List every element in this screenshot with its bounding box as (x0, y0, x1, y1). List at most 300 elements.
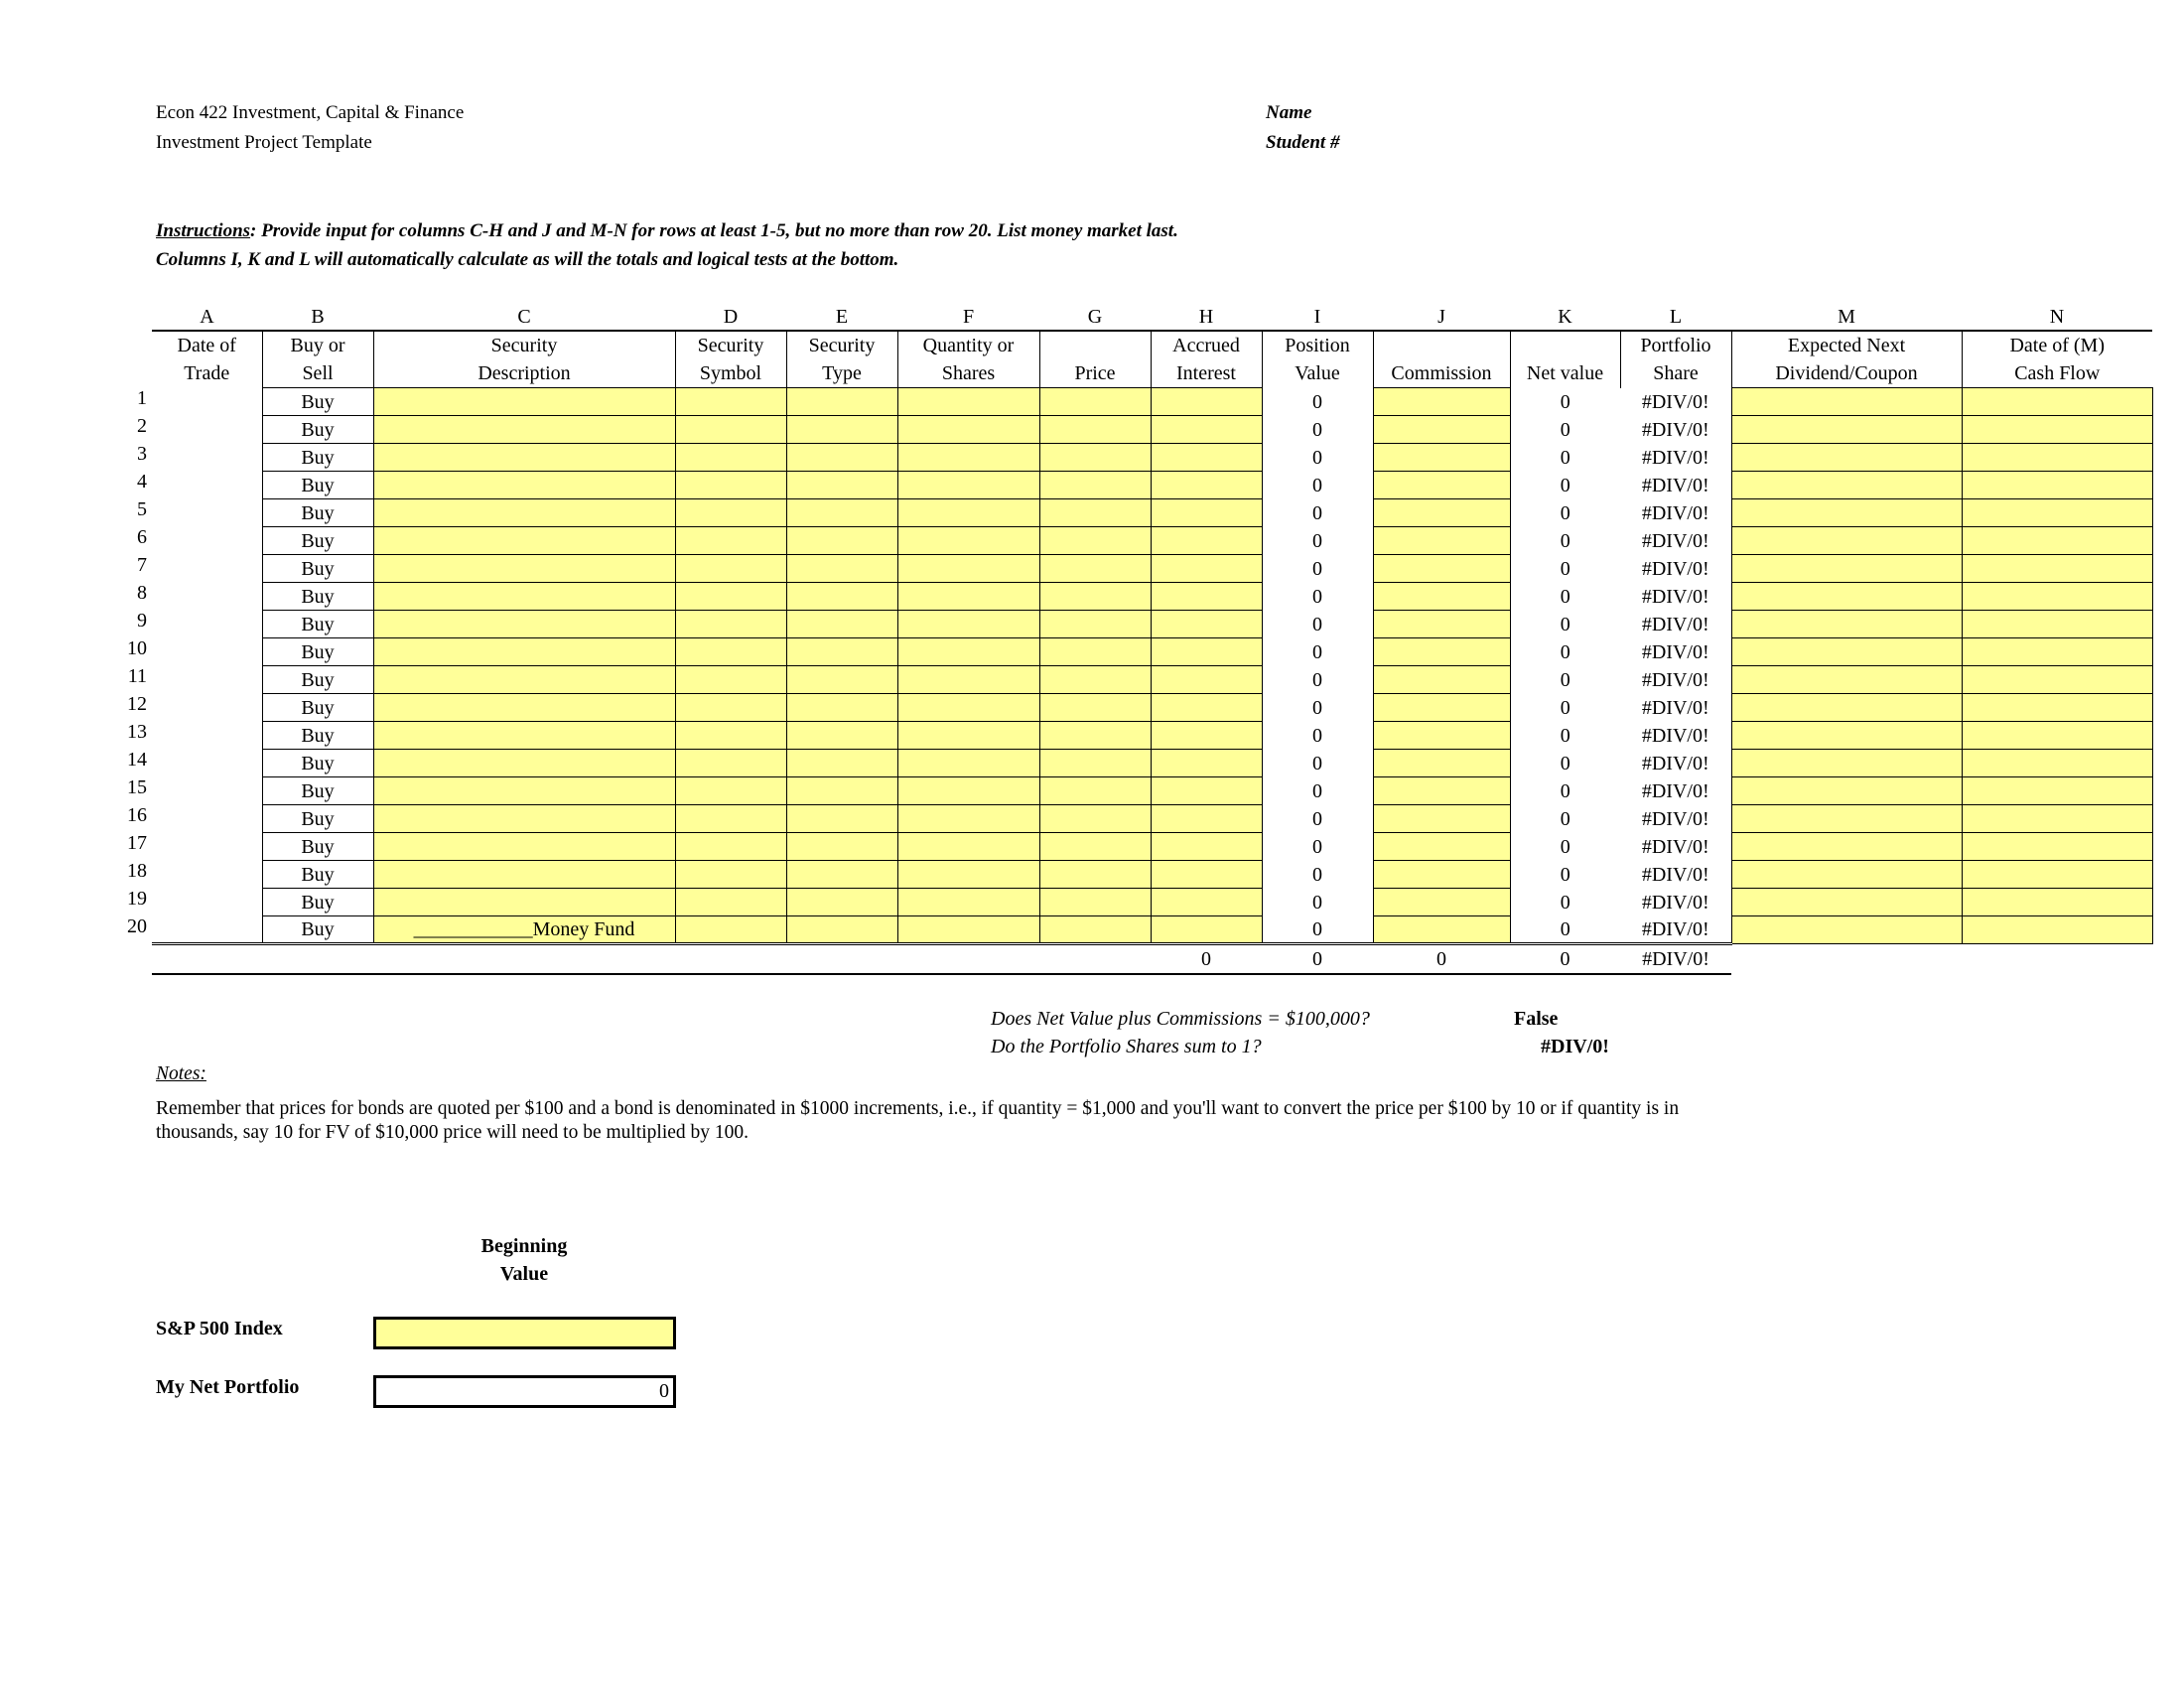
description-cell[interactable] (373, 638, 675, 666)
date-cell[interactable] (152, 472, 262, 499)
commission-cell[interactable] (1373, 416, 1510, 444)
row-number: 5 (137, 498, 147, 520)
description-cell[interactable] (373, 583, 675, 611)
symbol-cell[interactable] (675, 499, 786, 527)
dividend-cell[interactable] (1731, 472, 1962, 499)
quantity-cell[interactable] (897, 694, 1039, 722)
description-cell[interactable]: ____________Money Fund (373, 916, 675, 944)
table-row (152, 444, 2152, 472)
symbol-cell[interactable] (675, 527, 786, 555)
column-letter: F (962, 306, 975, 328)
buy-sell-cell[interactable]: Buy (262, 499, 373, 527)
date-cell[interactable] (152, 583, 262, 611)
buy-sell-cell[interactable]: Buy (262, 388, 373, 416)
quantity-cell[interactable] (897, 750, 1039, 777)
buy-sell-cell[interactable]: Buy (262, 777, 373, 805)
test-answer-2: #DIV/0! (1541, 1036, 1609, 1057)
quantity-cell[interactable] (897, 666, 1039, 694)
interest-cell[interactable] (1151, 444, 1262, 472)
symbol-cell[interactable] (675, 916, 786, 944)
interest-cell[interactable] (1151, 833, 1262, 861)
dividend-cell[interactable] (1731, 666, 1962, 694)
buy-sell-cell[interactable]: Buy (262, 583, 373, 611)
interest-cell[interactable] (1151, 583, 1262, 611)
quantity-cell[interactable] (897, 611, 1039, 638)
type-cell[interactable] (786, 472, 897, 499)
cashflow-date-cell[interactable] (1962, 777, 2152, 805)
symbol-cell[interactable] (675, 805, 786, 833)
cashflow-date-cell[interactable] (1962, 722, 2152, 750)
description-cell[interactable] (373, 611, 675, 638)
type-cell[interactable] (786, 833, 897, 861)
buy-sell-cell[interactable]: Buy (262, 666, 373, 694)
price-cell[interactable] (1039, 666, 1151, 694)
interest-cell[interactable] (1151, 694, 1262, 722)
buy-sell-cell[interactable]: Buy (262, 722, 373, 750)
date-cell[interactable] (152, 805, 262, 833)
interest-cell[interactable] (1151, 472, 1262, 499)
symbol-cell[interactable] (675, 722, 786, 750)
date-cell[interactable] (152, 889, 262, 916)
cashflow-date-cell[interactable] (1962, 666, 2152, 694)
quantity-cell[interactable] (897, 777, 1039, 805)
date-cell[interactable] (152, 694, 262, 722)
commission-cell[interactable] (1373, 750, 1510, 777)
dividend-cell[interactable] (1731, 861, 1962, 889)
position-value-cell: 0 (1312, 863, 1322, 886)
type-cell[interactable] (786, 861, 897, 889)
interest-cell[interactable] (1151, 750, 1262, 777)
date-cell[interactable] (152, 666, 262, 694)
price-cell[interactable] (1039, 833, 1151, 861)
portfolio-share-cell: #DIV/0! (1641, 585, 1709, 608)
type-cell[interactable] (786, 416, 897, 444)
quantity-cell[interactable] (897, 583, 1039, 611)
date-cell[interactable] (152, 416, 262, 444)
cashflow-date-cell[interactable] (1962, 416, 2152, 444)
cashflow-date-cell[interactable] (1962, 388, 2152, 416)
date-cell[interactable] (152, 638, 262, 666)
type-cell[interactable] (786, 638, 897, 666)
column-header-row-1 (152, 331, 2152, 359)
dividend-cell[interactable] (1731, 916, 1962, 944)
cashflow-date-cell[interactable] (1962, 889, 2152, 916)
price-cell[interactable] (1039, 472, 1151, 499)
interest-cell[interactable] (1151, 416, 1262, 444)
symbol-cell[interactable] (675, 861, 786, 889)
cashflow-date-cell[interactable] (1962, 805, 2152, 833)
type-cell[interactable] (786, 499, 897, 527)
dividend-cell[interactable] (1731, 499, 1962, 527)
dividend-cell[interactable] (1731, 805, 1962, 833)
interest-cell[interactable] (1151, 388, 1262, 416)
symbol-cell[interactable] (675, 472, 786, 499)
column-header: Cash Flow (1962, 359, 2152, 388)
cashflow-date-cell[interactable] (1962, 499, 2152, 527)
cashflow-date-cell[interactable] (1962, 638, 2152, 666)
net-value-cell: 0 (1510, 611, 1620, 638)
row-number: 8 (137, 582, 147, 604)
price-cell[interactable] (1039, 555, 1151, 583)
net-value-cell: 0 (1510, 916, 1620, 944)
totals-blank (786, 944, 897, 975)
column-header (1039, 331, 1151, 359)
price-cell[interactable] (1039, 861, 1151, 889)
interest-cell[interactable] (1151, 722, 1262, 750)
symbol-cell[interactable] (675, 638, 786, 666)
quantity-cell[interactable] (897, 861, 1039, 889)
commission-cell[interactable] (1373, 555, 1510, 583)
column-letter: L (1669, 306, 1683, 328)
position-value-cell: 0 (1312, 585, 1322, 608)
position-value-cell: 0 (1312, 779, 1322, 802)
table-row (152, 722, 2152, 750)
column-header: Interest (1151, 359, 1262, 388)
commission-cell[interactable] (1373, 694, 1510, 722)
type-cell[interactable] (786, 527, 897, 555)
price-cell[interactable] (1039, 889, 1151, 916)
price-cell[interactable] (1039, 527, 1151, 555)
price-cell[interactable] (1039, 750, 1151, 777)
cashflow-date-cell[interactable] (1962, 527, 2152, 555)
symbol-cell[interactable] (675, 583, 786, 611)
net-value-cell: 0 (1510, 472, 1620, 499)
type-cell[interactable] (786, 916, 897, 944)
portfolio-share-cell: #DIV/0! (1641, 446, 1709, 469)
buy-sell-cell[interactable]: Buy (262, 805, 373, 833)
table-row (152, 833, 2152, 861)
column-letter: I (1313, 306, 1321, 328)
description-cell[interactable] (373, 722, 675, 750)
quantity-cell[interactable] (897, 527, 1039, 555)
interest-cell[interactable] (1151, 861, 1262, 889)
type-cell[interactable] (786, 805, 897, 833)
column-header: Description (373, 359, 675, 388)
interest-cell[interactable] (1151, 638, 1262, 666)
commission-cell[interactable] (1373, 889, 1510, 916)
cashflow-date-cell[interactable] (1962, 833, 2152, 861)
totals-blank (1962, 944, 2152, 975)
quantity-cell[interactable] (897, 833, 1039, 861)
commission-cell[interactable] (1373, 638, 1510, 666)
price-cell[interactable] (1039, 722, 1151, 750)
price-cell[interactable] (1039, 777, 1151, 805)
interest-cell[interactable] (1151, 666, 1262, 694)
buy-sell-cell[interactable]: Buy (262, 611, 373, 638)
sp500-value-input[interactable] (373, 1317, 676, 1349)
date-cell[interactable] (152, 444, 262, 472)
portfolio-share-cell: #DIV/0! (1620, 916, 1731, 944)
date-cell[interactable] (152, 833, 262, 861)
commission-cell[interactable] (1373, 611, 1510, 638)
cashflow-date-cell[interactable] (1962, 861, 2152, 889)
dividend-cell[interactable] (1731, 833, 1962, 861)
dividend-cell[interactable] (1731, 694, 1962, 722)
interest-cell[interactable] (1151, 527, 1262, 555)
table-row (152, 527, 2152, 555)
portfolio-share-cell: #DIV/0! (1641, 807, 1709, 830)
price-cell[interactable] (1039, 499, 1151, 527)
net-portfolio-value: 0 (373, 1375, 676, 1408)
buy-sell-cell[interactable]: Buy (262, 555, 373, 583)
price-cell[interactable] (1039, 388, 1151, 416)
description-cell[interactable] (373, 499, 675, 527)
position-value-cell: 0 (1312, 835, 1322, 858)
net-value-cell: 0 (1510, 777, 1620, 805)
cashflow-date-cell[interactable] (1962, 472, 2152, 499)
net-value-cell: 0 (1510, 889, 1620, 916)
description-cell[interactable] (373, 861, 675, 889)
commission-cell[interactable] (1373, 472, 1510, 499)
price-cell[interactable] (1039, 694, 1151, 722)
column-letter: H (1198, 306, 1214, 328)
cashflow-date-cell[interactable] (1962, 750, 2152, 777)
column-header: Security (675, 331, 786, 359)
commission-cell[interactable] (1373, 388, 1510, 416)
commission-cell[interactable] (1373, 444, 1510, 472)
interest-cell[interactable] (1151, 916, 1262, 944)
dividend-cell[interactable] (1731, 722, 1962, 750)
description-cell[interactable] (373, 833, 675, 861)
buy-sell-cell[interactable]: Buy (262, 750, 373, 777)
column-letter: J (1437, 306, 1445, 328)
price-cell[interactable] (1039, 611, 1151, 638)
portfolio-share-cell: #DIV/0! (1641, 501, 1709, 524)
column-header: Date of (M) (1962, 331, 2152, 359)
dividend-cell[interactable] (1731, 527, 1962, 555)
column-header (1510, 331, 1620, 359)
description-cell[interactable] (373, 694, 675, 722)
row-number: 16 (127, 804, 147, 826)
description-cell[interactable] (373, 889, 675, 916)
commission-cell[interactable] (1373, 916, 1510, 944)
buy-sell-cell[interactable]: Buy (262, 444, 373, 472)
commission-cell[interactable] (1373, 666, 1510, 694)
column-letter: B (311, 306, 325, 328)
dividend-cell[interactable] (1731, 611, 1962, 638)
description-cell[interactable] (373, 444, 675, 472)
symbol-cell[interactable] (675, 555, 786, 583)
description-cell[interactable] (373, 416, 675, 444)
table-row (152, 583, 2152, 611)
quantity-cell[interactable] (897, 472, 1039, 499)
type-cell[interactable] (786, 889, 897, 916)
position-value-cell: 0 (1312, 668, 1322, 691)
commission-cell[interactable] (1373, 527, 1510, 555)
symbol-cell[interactable] (675, 666, 786, 694)
quantity-cell[interactable] (897, 444, 1039, 472)
date-cell[interactable] (152, 555, 262, 583)
net-value-cell: 0 (1510, 555, 1620, 583)
buy-sell-cell[interactable]: Buy (262, 889, 373, 916)
type-cell[interactable] (786, 555, 897, 583)
cashflow-date-cell[interactable] (1962, 555, 2152, 583)
quantity-cell[interactable] (897, 638, 1039, 666)
column-letter: K (1558, 306, 1572, 328)
totals-blank (373, 944, 675, 975)
table-row (152, 555, 2152, 583)
description-cell[interactable] (373, 472, 675, 499)
buy-sell-cell[interactable]: Buy (262, 638, 373, 666)
commission-cell[interactable] (1373, 583, 1510, 611)
commission-cell[interactable] (1373, 777, 1510, 805)
date-cell[interactable] (152, 527, 262, 555)
symbol-cell[interactable] (675, 611, 786, 638)
column-letter: M (1838, 306, 1855, 328)
row-number: 20 (127, 915, 147, 937)
description-cell[interactable] (373, 777, 675, 805)
net-value-cell: 0 (1510, 388, 1620, 416)
column-header: Accrued (1151, 331, 1262, 359)
type-cell[interactable] (786, 777, 897, 805)
column-header: Sell (262, 359, 373, 388)
table-row (152, 472, 2152, 499)
interest-cell[interactable] (1151, 889, 1262, 916)
symbol-cell[interactable] (675, 889, 786, 916)
date-cell[interactable] (152, 388, 262, 416)
commission-cell[interactable] (1373, 861, 1510, 889)
price-cell[interactable] (1039, 916, 1151, 944)
price-cell[interactable] (1039, 444, 1151, 472)
column-header: Net value (1510, 359, 1620, 388)
date-cell[interactable] (152, 861, 262, 889)
description-cell[interactable] (373, 527, 675, 555)
commission-cell[interactable] (1373, 722, 1510, 750)
net-value-cell: 0 (1510, 833, 1620, 861)
dividend-cell[interactable] (1731, 416, 1962, 444)
date-cell[interactable] (152, 722, 262, 750)
position-value-cell: 0 (1312, 390, 1322, 413)
description-cell[interactable] (373, 555, 675, 583)
type-cell[interactable] (786, 583, 897, 611)
description-cell[interactable] (373, 805, 675, 833)
table-row (152, 666, 2152, 694)
price-cell[interactable] (1039, 583, 1151, 611)
commission-cell[interactable] (1373, 833, 1510, 861)
column-header: Type (786, 359, 897, 388)
buy-sell-cell[interactable]: Buy (262, 861, 373, 889)
position-value-cell: 0 (1312, 696, 1322, 719)
cashflow-date-cell[interactable] (1962, 583, 2152, 611)
type-cell[interactable] (786, 444, 897, 472)
column-letter: D (723, 306, 739, 328)
quantity-cell[interactable] (897, 499, 1039, 527)
buy-sell-cell[interactable]: Buy (262, 916, 373, 944)
quantity-cell[interactable] (897, 388, 1039, 416)
row-number: 15 (127, 776, 147, 798)
test-question-2: Do the Portfolio Shares sum to 1? (991, 1036, 1262, 1057)
position-value-cell: 0 (1312, 891, 1322, 914)
interest-cell[interactable] (1151, 611, 1262, 638)
row-number: 17 (127, 832, 147, 854)
type-cell[interactable] (786, 388, 897, 416)
symbol-cell[interactable] (675, 694, 786, 722)
interest-cell[interactable] (1151, 777, 1262, 805)
row-number: 6 (137, 526, 147, 548)
dividend-cell[interactable] (1731, 583, 1962, 611)
cashflow-date-cell[interactable] (1962, 694, 2152, 722)
row-number: 13 (127, 721, 147, 743)
quantity-cell[interactable] (897, 916, 1039, 944)
cashflow-date-cell[interactable] (1962, 611, 2152, 638)
portfolio-share-cell: #DIV/0! (1641, 390, 1709, 413)
commission-cell[interactable] (1373, 805, 1510, 833)
symbol-cell[interactable] (675, 833, 786, 861)
price-cell[interactable] (1039, 805, 1151, 833)
dividend-cell[interactable] (1731, 638, 1962, 666)
buy-sell-cell[interactable]: Buy (262, 833, 373, 861)
type-cell[interactable] (786, 666, 897, 694)
description-cell[interactable] (373, 388, 675, 416)
price-cell[interactable] (1039, 638, 1151, 666)
type-cell[interactable] (786, 694, 897, 722)
buy-sell-cell[interactable]: Buy (262, 527, 373, 555)
symbol-cell[interactable] (675, 750, 786, 777)
date-cell[interactable] (152, 611, 262, 638)
quantity-cell[interactable] (897, 722, 1039, 750)
symbol-cell[interactable] (675, 416, 786, 444)
date-cell[interactable] (152, 499, 262, 527)
column-header: Commission (1373, 359, 1510, 388)
cashflow-date-cell[interactable] (1962, 444, 2152, 472)
portfolio-share-cell: #DIV/0! (1641, 863, 1709, 886)
type-cell[interactable] (786, 722, 897, 750)
net-portfolio-label: My Net Portfolio (156, 1376, 300, 1398)
commission-cell[interactable] (1373, 499, 1510, 527)
buy-sell-cell[interactable]: Buy (262, 416, 373, 444)
description-cell[interactable] (373, 666, 675, 694)
quantity-cell[interactable] (897, 555, 1039, 583)
quantity-cell[interactable] (897, 416, 1039, 444)
sp500-label: S&P 500 Index (156, 1318, 283, 1339)
type-cell[interactable] (786, 611, 897, 638)
dividend-cell[interactable] (1731, 388, 1962, 416)
interest-cell[interactable] (1151, 499, 1262, 527)
date-cell[interactable] (152, 750, 262, 777)
symbol-cell[interactable] (675, 444, 786, 472)
symbol-cell[interactable] (675, 388, 786, 416)
column-header: Security (373, 331, 675, 359)
dividend-cell[interactable] (1731, 444, 1962, 472)
totals-blank (262, 944, 373, 975)
dividend-cell[interactable] (1731, 750, 1962, 777)
position-value-cell: 0 (1312, 446, 1322, 469)
buy-sell-cell[interactable]: Buy (262, 694, 373, 722)
interest-cell[interactable] (1151, 555, 1262, 583)
dividend-cell[interactable] (1731, 889, 1962, 916)
buy-sell-cell[interactable]: Buy (262, 472, 373, 499)
dividend-cell[interactable] (1731, 555, 1962, 583)
description-cell[interactable] (373, 750, 675, 777)
date-cell[interactable] (152, 916, 262, 944)
net-value-cell: 0 (1510, 722, 1620, 750)
symbol-cell[interactable] (675, 777, 786, 805)
column-header: Buy or (262, 331, 373, 359)
column-letter: C (517, 306, 531, 328)
quantity-cell[interactable] (897, 805, 1039, 833)
row-number: 7 (137, 554, 147, 576)
type-cell[interactable] (786, 750, 897, 777)
column-header-row-2 (152, 359, 2152, 388)
position-value-cell: 0 (1312, 724, 1322, 747)
price-cell[interactable] (1039, 416, 1151, 444)
dividend-cell[interactable] (1731, 777, 1962, 805)
cashflow-date-cell[interactable] (1962, 916, 2152, 944)
date-cell[interactable] (152, 777, 262, 805)
quantity-cell[interactable] (897, 889, 1039, 916)
row-number: 10 (127, 637, 147, 659)
interest-cell[interactable] (1151, 805, 1262, 833)
